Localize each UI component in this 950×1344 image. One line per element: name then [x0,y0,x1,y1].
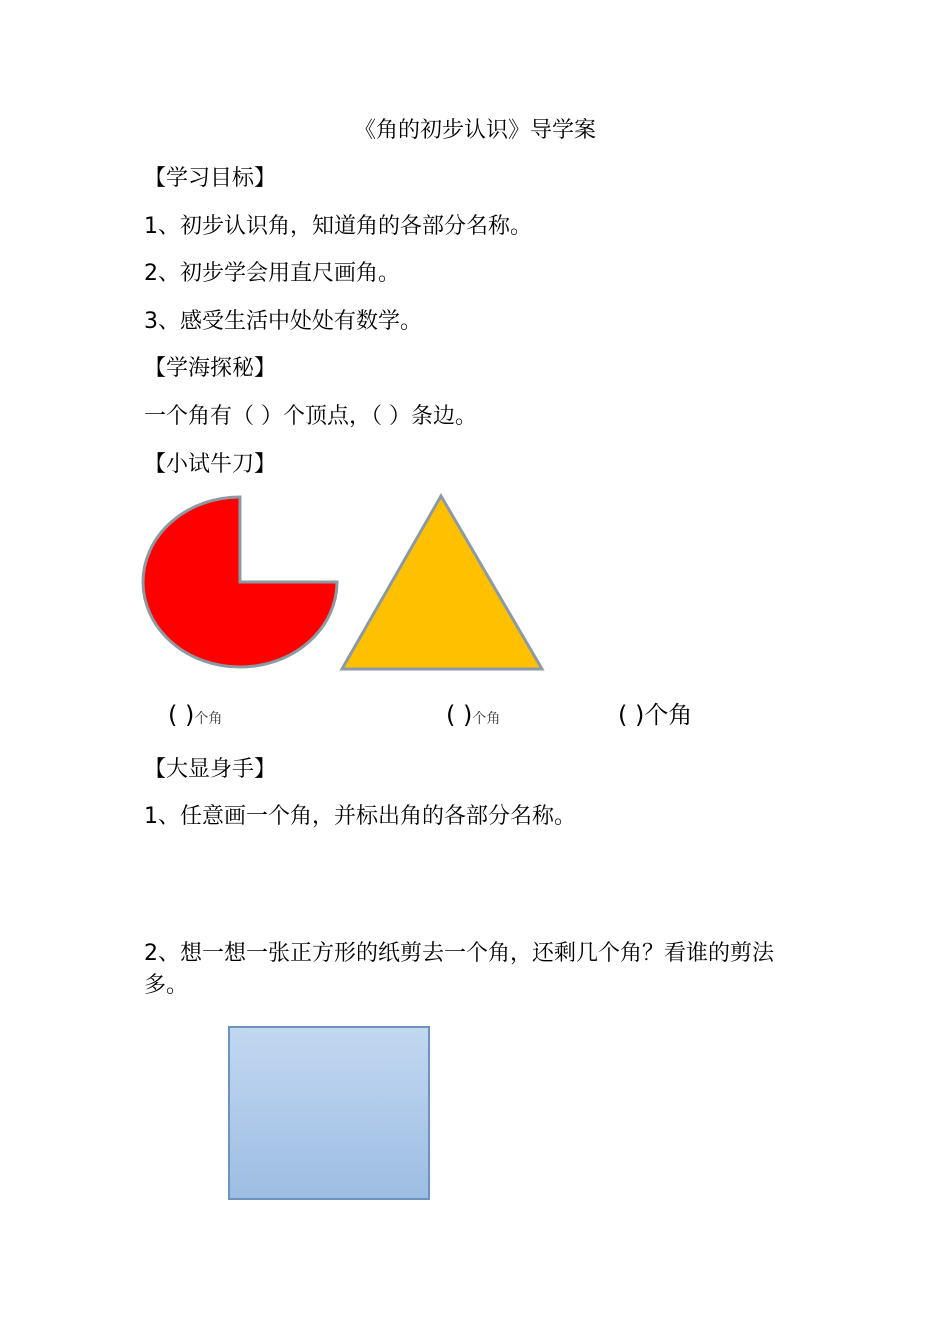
explore-question: 一个角有（ ）个顶点，（ ）条边。 [144,404,477,429]
try-heading: 【小试牛刀】 [144,452,277,477]
square-paper-rect [229,1027,429,1199]
answer-blank-extra [618,700,692,730]
triangle-path [342,496,542,669]
answer-paren: ( ) [446,701,473,729]
three-quarter-circle-path [143,497,337,667]
goal-item: 3、感受生活中处处有数学。 [144,309,422,334]
answer-unit: 个角 [194,711,223,727]
task-1: 1、任意画一个角，并标出角的各部分名称。 [144,804,576,829]
explore-heading: 【学海探秘】 [144,356,277,381]
goal-item: 2、初步学会用直尺画角。 [144,261,400,286]
goals-heading: 【学习目标】 [144,166,277,191]
three-quarter-circle-shape [140,490,345,675]
answer-unit: 个角 [472,711,501,727]
triangle-shape [335,490,550,675]
answer-unit: 个角 [644,701,693,729]
answer-paren: ( ) [618,701,645,729]
square-paper-shape [226,1024,432,1202]
show-heading: 【大显身手】 [144,757,277,782]
answer-blank-triangle [446,700,500,734]
answer-blank-circle [168,700,222,734]
answer-paren: ( ) [168,701,195,729]
goal-item: 1、初步认识角，知道角的各部分名称。 [144,214,532,239]
task-2: 2、想一想一张正方形的纸剪去一个角，还剩几个角？看谁的剪法多。 [144,941,774,998]
page-title: 《角的初步认识》导学案 [353,118,596,143]
